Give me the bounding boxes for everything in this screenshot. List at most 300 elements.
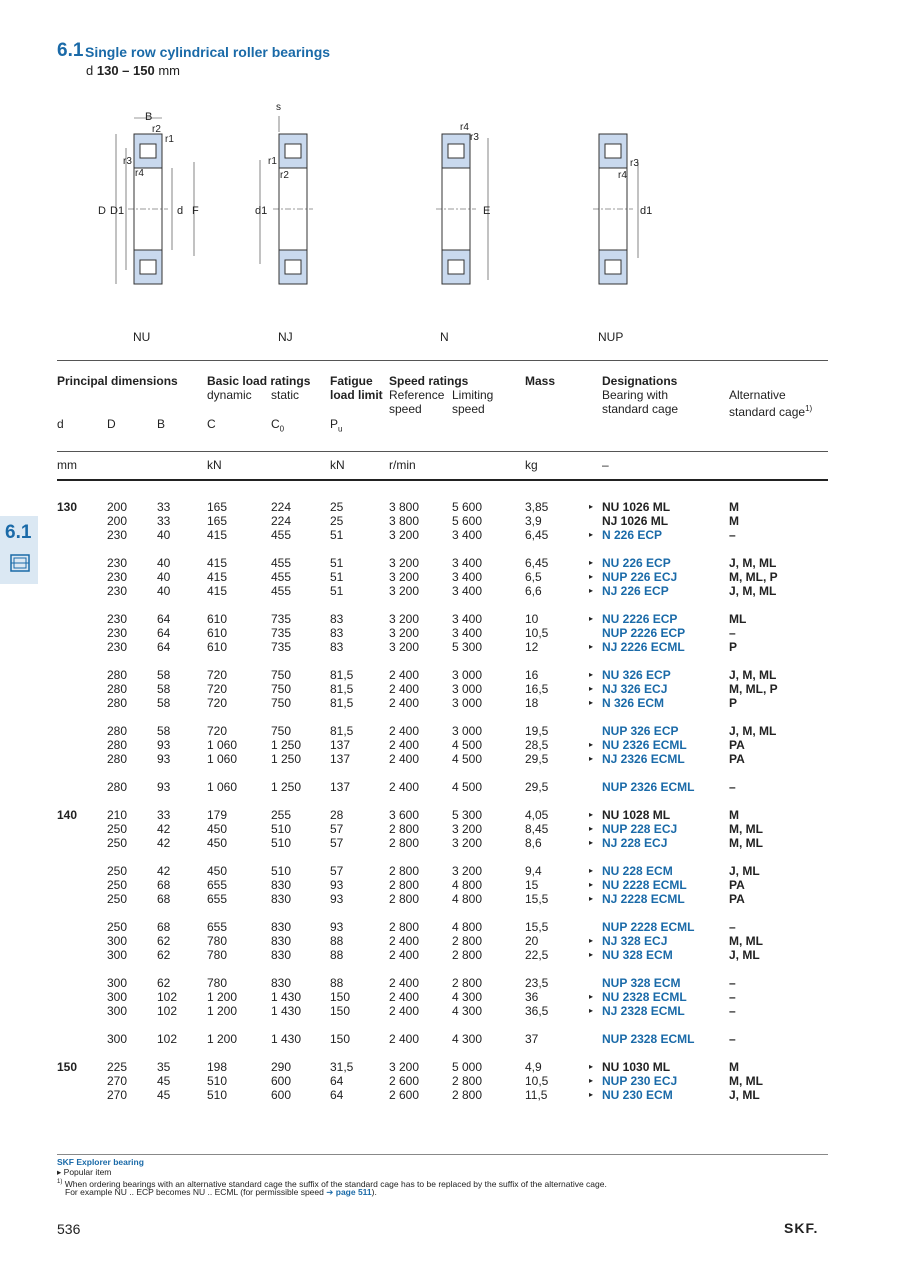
mass: 10: [525, 612, 539, 626]
speed-reference: 2 800: [389, 878, 420, 892]
page-number: 536: [57, 1221, 81, 1237]
fatigue-limit: 137: [330, 752, 351, 766]
designation: NUP 2226 ECP: [602, 626, 686, 640]
fatigue-limit: 57: [330, 836, 344, 850]
speed-reference: 2 400: [389, 1032, 420, 1046]
label-nj-d1: d1: [255, 205, 268, 217]
designation: NU 326 ECP: [602, 668, 671, 682]
fatigue-limit: 137: [330, 738, 351, 752]
fatigue-limit: 93: [330, 920, 344, 934]
speed-limiting: 3 400: [452, 570, 483, 584]
alternative-cage: PA: [729, 738, 745, 752]
alternative-cage: PA: [729, 878, 745, 892]
mass: 9,4: [525, 864, 542, 878]
designation: NU 2328 ECML: [602, 990, 687, 1004]
sym-D: D: [107, 417, 116, 431]
speed-limiting: 5 300: [452, 808, 483, 822]
hdr-limiting2: speed: [452, 402, 485, 416]
load-dynamic: 165: [207, 500, 228, 514]
popular-item-marker: ▸: [589, 530, 594, 539]
dim-d: 150: [57, 1060, 78, 1074]
speed-limiting: 3 200: [452, 836, 483, 850]
load-static: 1 250: [271, 738, 302, 752]
dim-B: 33: [157, 808, 171, 822]
table-row: [0, 1060, 900, 1074]
speed-limiting: 4 800: [452, 878, 483, 892]
table-row: [0, 864, 900, 878]
note-arrow: ➔: [326, 1187, 334, 1197]
label-D: D: [98, 205, 106, 217]
dim-B: 42: [157, 822, 171, 836]
table-row: [0, 528, 900, 542]
load-static: 1 250: [271, 780, 302, 794]
dim-B: 42: [157, 864, 171, 878]
fatigue-limit: 81,5: [330, 682, 354, 696]
alternative-cage: –: [729, 780, 736, 794]
dim-D: 300: [107, 934, 128, 948]
speed-reference: 2 400: [389, 668, 420, 682]
dim-D: 280: [107, 682, 128, 696]
popular-text: Popular item: [63, 1167, 112, 1177]
load-static: 735: [271, 612, 292, 626]
alternative-cage: M: [729, 808, 739, 822]
fatigue-limit: 51: [330, 584, 344, 598]
speed-limiting: 2 800: [452, 1088, 483, 1102]
load-dynamic: 450: [207, 864, 228, 878]
popular-item-marker: ▸: [589, 880, 594, 889]
table-row: [0, 878, 900, 892]
speed-reference: 3 200: [389, 528, 420, 542]
speed-reference: 2 800: [389, 836, 420, 850]
section-subtitle: [86, 63, 180, 78]
designation: NJ 2326 ECML: [602, 752, 685, 766]
dim-B: 93: [157, 738, 171, 752]
label-nj-r1: r1: [268, 156, 277, 167]
speed-limiting: 3 400: [452, 556, 483, 570]
hdr-mass: Mass: [525, 374, 556, 388]
fatigue-limit: 31,5: [330, 1060, 354, 1074]
designation: NU 1026 ML: [602, 500, 671, 514]
load-static: 224: [271, 514, 292, 528]
footer-popular: [57, 1167, 111, 1177]
load-dynamic: 1 060: [207, 752, 238, 766]
dim-D: 230: [107, 528, 128, 542]
load-static: 735: [271, 626, 292, 640]
load-static: 1 430: [271, 1032, 302, 1046]
table-row: [0, 570, 900, 584]
speed-reference: 3 200: [389, 640, 420, 654]
fatigue-limit: 83: [330, 612, 344, 626]
popular-item-marker: ▸: [589, 1062, 594, 1071]
mass: 16: [525, 668, 539, 682]
fatigue-limit: 51: [330, 556, 344, 570]
hdr-alt2-text: standard cage: [729, 405, 806, 419]
load-static: 1 430: [271, 1004, 302, 1018]
popular-item-marker: ▸: [589, 992, 594, 1001]
load-static: 750: [271, 696, 292, 710]
popular-item-marker: ▸: [589, 894, 594, 903]
fatigue-limit: 81,5: [330, 668, 354, 682]
alternative-cage: M, ML: [729, 1074, 763, 1088]
speed-limiting: 4 800: [452, 892, 483, 906]
alternative-cage: ML: [729, 612, 747, 626]
load-static: 735: [271, 640, 292, 654]
hdr-basic: Basic load ratings: [207, 374, 311, 388]
speed-limiting: 4 300: [452, 990, 483, 1004]
mass: 8,45: [525, 822, 549, 836]
mass: 15,5: [525, 920, 549, 934]
alternative-cage: P: [729, 640, 738, 654]
mass: 3,85: [525, 500, 549, 514]
load-static: 224: [271, 500, 292, 514]
table-row: [0, 724, 900, 738]
popular-item-marker: ▸: [589, 586, 594, 595]
hdr-reference2: speed: [389, 402, 422, 416]
label-F: F: [192, 205, 199, 217]
table-row: [0, 948, 900, 962]
label-nup-d1: d1: [640, 205, 653, 217]
load-static: 510: [271, 822, 292, 836]
dim-B: 58: [157, 682, 171, 696]
table-row: [0, 976, 900, 990]
load-static: 600: [271, 1074, 292, 1088]
speed-reference: 2 400: [389, 724, 420, 738]
hdr-bearing1: Bearing with: [602, 388, 669, 402]
designation: NUP 228 ECJ: [602, 822, 678, 836]
hdr-fatigue1: Fatigue: [330, 374, 373, 388]
speed-limiting: 2 800: [452, 934, 483, 948]
load-dynamic: 510: [207, 1088, 228, 1102]
dim-D: 230: [107, 640, 128, 654]
fatigue-limit: 64: [330, 1074, 344, 1088]
label-s: s: [276, 102, 281, 113]
speed-reference: 2 800: [389, 892, 420, 906]
speed-reference: 3 200: [389, 626, 420, 640]
skf-logo: SKF.: [784, 1220, 819, 1236]
dim-d: 140: [57, 808, 78, 822]
dim-D: 230: [107, 612, 128, 626]
dim-D: 280: [107, 668, 128, 682]
speed-limiting: 3 000: [452, 668, 483, 682]
load-static: 830: [271, 920, 292, 934]
load-static: 510: [271, 836, 292, 850]
fatigue-limit: 25: [330, 514, 344, 528]
load-dynamic: 610: [207, 612, 228, 626]
mass: 37: [525, 1032, 539, 1046]
load-dynamic: 1 200: [207, 990, 238, 1004]
diagram-label-nu: NU: [133, 330, 151, 344]
speed-limiting: 3 400: [452, 612, 483, 626]
speed-limiting: 2 800: [452, 1074, 483, 1088]
table-row: [0, 514, 900, 528]
hdr-reference1: Reference: [389, 388, 445, 402]
label-B: B: [145, 111, 153, 123]
load-dynamic: 1 200: [207, 1004, 238, 1018]
hdr-fatigue2: load limit: [330, 388, 383, 402]
dim-D: 200: [107, 514, 128, 528]
hdr-principal: Principal dimensions: [57, 374, 178, 388]
fatigue-limit: 88: [330, 934, 344, 948]
table-row: [0, 1004, 900, 1018]
dim-B: 64: [157, 612, 171, 626]
load-dynamic: 780: [207, 948, 228, 962]
dim-D: 280: [107, 696, 128, 710]
dim-B: 58: [157, 668, 171, 682]
popular-item-marker: ▸: [589, 866, 594, 875]
label-nup-r4: r4: [618, 170, 627, 181]
load-dynamic: 720: [207, 696, 228, 710]
designation: NUP 328 ECM: [602, 976, 681, 990]
table-row: [0, 934, 900, 948]
fatigue-limit: 81,5: [330, 724, 354, 738]
fatigue-limit: 88: [330, 948, 344, 962]
load-static: 830: [271, 948, 292, 962]
popular-item-marker: ▸: [589, 558, 594, 567]
mass: 36: [525, 990, 539, 1004]
divider: [57, 360, 828, 361]
note-line2: For example NU .. ECP becomes NU .. ECML (for permissible speed: [65, 1187, 324, 1197]
speed-reference: 2 600: [389, 1088, 420, 1102]
load-dynamic: 780: [207, 976, 228, 990]
dim-B: 93: [157, 780, 171, 794]
load-dynamic: 1 200: [207, 1032, 238, 1046]
speed-reference: 3 800: [389, 514, 420, 528]
hdr-designations: Designations: [602, 374, 678, 388]
alternative-cage: –: [729, 528, 736, 542]
load-dynamic: 655: [207, 892, 228, 906]
popular-marker: ▸: [57, 1167, 62, 1177]
mass: 29,5: [525, 752, 549, 766]
fatigue-limit: 150: [330, 990, 351, 1004]
load-static: 455: [271, 528, 292, 542]
fatigue-limit: 51: [330, 528, 344, 542]
mass: 29,5: [525, 780, 549, 794]
hdr-static: static: [271, 388, 300, 402]
footer-explorer: SKF Explorer bearing: [57, 1157, 144, 1167]
dim-B: 40: [157, 528, 171, 542]
label-d: d: [177, 205, 184, 217]
alternative-cage: –: [729, 920, 736, 934]
fatigue-limit: 81,5: [330, 696, 354, 710]
load-dynamic: 415: [207, 584, 228, 598]
alternative-cage: M, ML: [729, 934, 763, 948]
table-row: [0, 1074, 900, 1088]
label-nj-r2: r2: [280, 170, 289, 181]
alternative-cage: J, M, ML: [729, 668, 777, 682]
speed-limiting: 3 400: [452, 626, 483, 640]
load-dynamic: 510: [207, 1074, 228, 1088]
dim-B: 40: [157, 584, 171, 598]
speed-reference: 2 400: [389, 934, 420, 948]
table-row: [0, 836, 900, 850]
designation: NU 230 ECM: [602, 1088, 673, 1102]
dim-D: 250: [107, 892, 128, 906]
speed-limiting: 4 800: [452, 920, 483, 934]
popular-item-marker: ▸: [589, 740, 594, 749]
speed-reference: 2 800: [389, 864, 420, 878]
fatigue-limit: 57: [330, 822, 344, 836]
speed-reference: 2 400: [389, 752, 420, 766]
label-n-r4: r4: [460, 122, 469, 133]
fatigue-limit: 88: [330, 976, 344, 990]
load-dynamic: 1 060: [207, 738, 238, 752]
load-dynamic: 610: [207, 626, 228, 640]
sym-B: B: [157, 417, 166, 431]
speed-limiting: 4 500: [452, 738, 483, 752]
speed-reference: 2 600: [389, 1074, 420, 1088]
side-tab-number: 6.1: [5, 522, 32, 543]
dim-B: 45: [157, 1074, 171, 1088]
dim-B: 40: [157, 570, 171, 584]
speed-reference: 2 800: [389, 920, 420, 934]
dim-B: 40: [157, 556, 171, 570]
speed-reference: 2 400: [389, 948, 420, 962]
dim-D: 250: [107, 836, 128, 850]
load-static: 830: [271, 976, 292, 990]
designation: NU 1030 ML: [602, 1060, 671, 1074]
dim-D: 225: [107, 1060, 128, 1074]
load-dynamic: 198: [207, 1060, 228, 1074]
load-dynamic: 415: [207, 528, 228, 542]
designation: NJ 226 ECP: [602, 584, 669, 598]
mass: 20: [525, 934, 539, 948]
fatigue-limit: 150: [330, 1004, 351, 1018]
diagram-nu: [128, 134, 168, 284]
load-dynamic: 450: [207, 822, 228, 836]
dim-B: 45: [157, 1088, 171, 1102]
hdr-alt1: Alternative: [729, 388, 786, 402]
speed-reference: 3 200: [389, 1060, 420, 1074]
fatigue-limit: 57: [330, 864, 344, 878]
hdr-bearing2: standard cage: [602, 402, 679, 416]
dim-B: 42: [157, 836, 171, 850]
dim-B: 62: [157, 948, 171, 962]
mass: 16,5: [525, 682, 549, 696]
speed-reference: 2 400: [389, 1004, 420, 1018]
speed-limiting: 5 000: [452, 1060, 483, 1074]
table-row: [0, 990, 900, 1004]
table-row: [0, 752, 900, 766]
mass: 3,9: [525, 514, 542, 528]
alternative-cage: M, ML, P: [729, 682, 778, 696]
table-row: [0, 780, 900, 794]
mass: 36,5: [525, 1004, 549, 1018]
speed-limiting: 3 000: [452, 724, 483, 738]
mass: 6,6: [525, 584, 542, 598]
table-row: [0, 556, 900, 570]
hdr-dynamic: dynamic: [207, 388, 252, 402]
alternative-cage: J, M, ML: [729, 556, 777, 570]
diagram-nup: [593, 134, 633, 284]
table-row: [0, 808, 900, 822]
fatigue-limit: 28: [330, 808, 344, 822]
load-dynamic: 610: [207, 640, 228, 654]
alternative-cage: M, ML, P: [729, 570, 778, 584]
speed-limiting: 5 600: [452, 500, 483, 514]
speed-reference: 2 400: [389, 976, 420, 990]
note-marker: 1): [57, 1179, 63, 1185]
designation: NJ 228 ECJ: [602, 836, 668, 850]
mass: 8,6: [525, 836, 542, 850]
dim-D: 280: [107, 724, 128, 738]
designation: NJ 1026 ML: [602, 514, 669, 528]
alternative-cage: J, ML: [729, 1088, 760, 1102]
speed-reference: 2 400: [389, 696, 420, 710]
dim-B: 33: [157, 514, 171, 528]
designation: NU 2226 ECP: [602, 612, 678, 626]
speed-reference: 2 400: [389, 780, 420, 794]
speed-reference: 3 200: [389, 556, 420, 570]
designation: N 226 ECP: [602, 528, 663, 542]
unit-kN: kN: [207, 458, 222, 472]
subtitle-unit: mm: [158, 63, 180, 78]
dim-D: 250: [107, 864, 128, 878]
speed-limiting: 4 500: [452, 752, 483, 766]
speed-limiting: 4 500: [452, 780, 483, 794]
mass: 6,5: [525, 570, 542, 584]
hdr-alt2: [729, 402, 812, 419]
popular-item-marker: ▸: [589, 754, 594, 763]
alternative-cage: M: [729, 500, 739, 514]
mass: 12: [525, 640, 539, 654]
diagram-label-n: N: [440, 330, 449, 344]
table-row: [0, 668, 900, 682]
mass: 6,45: [525, 556, 549, 570]
divider-thick: [57, 479, 828, 481]
designation: NUP 230 ECJ: [602, 1074, 678, 1088]
popular-item-marker: ▸: [589, 684, 594, 693]
sym-C0-base: C: [271, 417, 280, 431]
dim-B: 64: [157, 640, 171, 654]
sym-C: C: [207, 417, 216, 431]
dim-B: 102: [157, 1004, 178, 1018]
fatigue-limit: 25: [330, 500, 344, 514]
speed-limiting: 3 200: [452, 822, 483, 836]
load-dynamic: 415: [207, 570, 228, 584]
table-row: [0, 920, 900, 934]
dim-B: 58: [157, 696, 171, 710]
mass: 23,5: [525, 976, 549, 990]
designation: N 326 ECM: [602, 696, 665, 710]
dim-B: 102: [157, 1032, 178, 1046]
popular-item-marker: ▸: [589, 698, 594, 707]
dim-B: 35: [157, 1060, 171, 1074]
designation: NUP 2326 ECML: [602, 780, 695, 794]
load-static: 1 250: [271, 752, 302, 766]
note-link[interactable]: page 511: [335, 1187, 372, 1197]
alternative-cage: PA: [729, 892, 745, 906]
fatigue-limit: 64: [330, 1088, 344, 1102]
speed-limiting: 4 300: [452, 1004, 483, 1018]
footer-divider: [57, 1154, 828, 1155]
load-static: 600: [271, 1088, 292, 1102]
load-static: 290: [271, 1060, 292, 1074]
dim-d: 130: [57, 500, 78, 514]
dim-D: 270: [107, 1088, 128, 1102]
alternative-cage: –: [729, 626, 736, 640]
dim-D: 250: [107, 878, 128, 892]
alternative-cage: J, ML: [729, 864, 760, 878]
alternative-cage: P: [729, 696, 738, 710]
dim-D: 230: [107, 626, 128, 640]
speed-reference: 2 800: [389, 822, 420, 836]
hdr-speed: Speed ratings: [389, 374, 469, 388]
subtitle-range: 130 – 150: [96, 63, 155, 78]
load-dynamic: 720: [207, 724, 228, 738]
unit-kN-2: kN: [330, 458, 345, 472]
dim-B: 102: [157, 990, 178, 1004]
table-row: [0, 696, 900, 710]
